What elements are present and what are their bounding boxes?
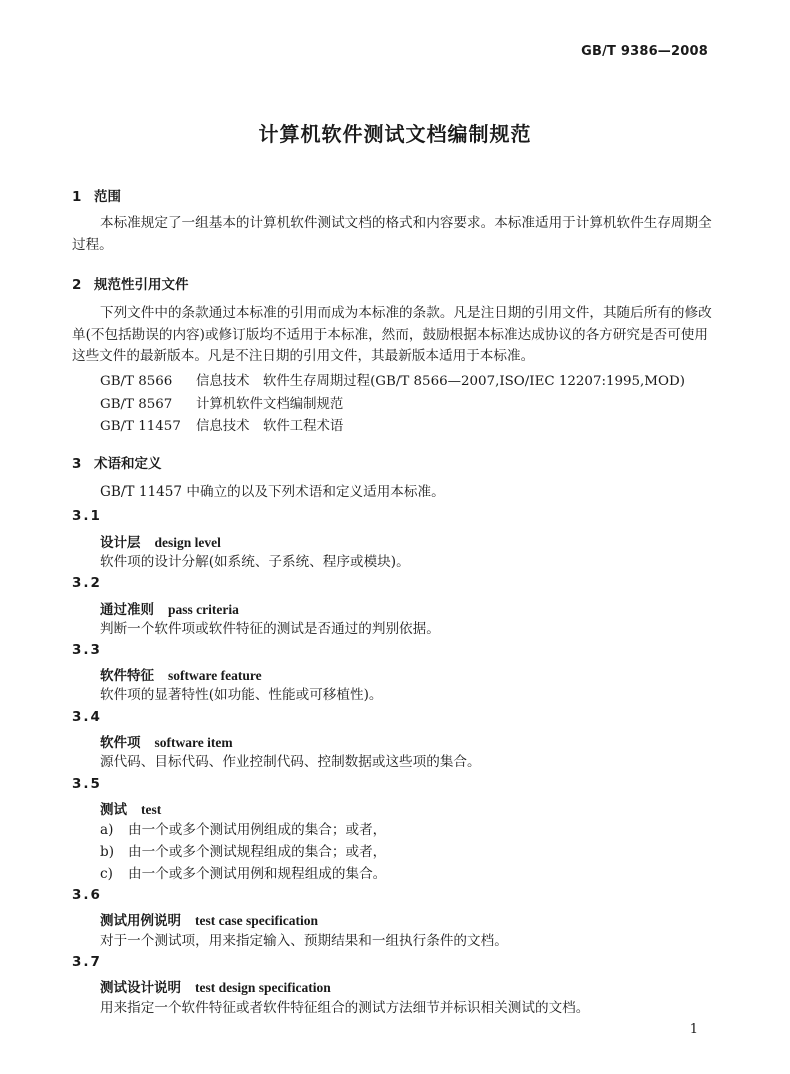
section-2-paragraph: 下列文件中的条款通过本标准的引用而成为本标准的条款。凡是注日期的引用文件，其随后所有的修改单(不包括勘误的内容)或修订版均不适用于本标准，然而，鼓励根据本标准达成协议的各方研究是否可使用这些文件的最新版本。凡是不注日期的引用文件，其最新版本适用于本标准。 — [72, 305, 712, 364]
term-en: pass criteria — [168, 602, 239, 617]
standard-number: GB/T 9386—2008 — [581, 44, 708, 59]
section-1-heading — [72, 185, 121, 205]
term-number: 3.2 — [72, 575, 102, 591]
term-heading — [100, 598, 239, 618]
term-heading — [100, 798, 161, 818]
term-heading — [100, 731, 233, 751]
document-title: 计算机软件测试文档编制规范 — [258, 122, 532, 146]
section-number: 3 — [72, 456, 82, 472]
term-en: test design specification — [195, 980, 331, 995]
term-definition: 判断一个软件项或软件特征的测试是否通过的判别依据。 — [100, 621, 440, 637]
term-en: test case specification — [195, 913, 318, 928]
list-item — [100, 842, 386, 863]
term-en: software feature — [168, 668, 262, 683]
list-text: 由一个或多个测试用例和规程组成的集合。 — [128, 866, 387, 882]
term-number: 3.1 — [72, 508, 102, 524]
section-number: 2 — [72, 277, 82, 293]
term-definition: 源代码、目标代码、作业控制代码、控制数据或这些项的集合。 — [100, 754, 481, 770]
term-number: 3.6 — [72, 887, 102, 903]
reference-code: GB/T 11457 — [100, 419, 181, 434]
reference-code: GB/T 8567 — [100, 397, 173, 412]
reference-title: 信息技术 软件工程术语 — [196, 419, 344, 434]
term-number: 3.4 — [72, 709, 102, 725]
section-number: 1 — [72, 189, 82, 205]
page-number: 1 — [689, 1022, 698, 1037]
term-definition: 用来指定一个软件特征或者软件特征组合的测试方法细节并标识相关测试的文档。 — [100, 1000, 590, 1016]
term-number: 3.5 — [72, 776, 102, 792]
reference-item — [100, 394, 343, 415]
list-text: 由一个或多个测试用例组成的集合；或者， — [128, 822, 387, 838]
term-zh: 通过准则 — [100, 602, 154, 618]
section-3-intro: GB/T 11457 中确立的以及下列术语和定义适用本标准。 — [100, 484, 445, 500]
term-number: 3.7 — [72, 954, 102, 970]
list-label: a) — [100, 822, 114, 838]
section-title: 范围 — [94, 189, 121, 205]
list-label: b) — [100, 844, 115, 860]
term-definition: 软件项的设计分解(如系统、子系统、程序或模块)。 — [100, 554, 410, 570]
section-title: 术语和定义 — [94, 456, 162, 472]
reference-item — [100, 371, 685, 392]
section-title: 规范性引用文件 — [94, 277, 189, 293]
term-zh: 测试用例说明 — [100, 913, 181, 929]
term-zh: 软件特征 — [100, 668, 154, 684]
term-en: design level — [154, 535, 221, 550]
reference-code: GB/T 8566 — [100, 374, 173, 389]
list-item — [100, 864, 386, 885]
section-3-heading — [72, 452, 162, 472]
reference-title: 信息技术 软件生存周期过程(GB/T 8566—2007,ISO/IEC 12207:1995,MOD) — [196, 374, 685, 389]
reference-item — [100, 416, 343, 437]
term-heading — [100, 531, 221, 551]
term-heading — [100, 976, 331, 996]
section-1-paragraph: 本标准规定了一组基本的计算机软件测试文档的格式和内容要求。本标准适用于计算机软件生存周期全过程。 — [72, 215, 712, 253]
list-item — [100, 820, 386, 841]
list-label: c) — [100, 866, 113, 882]
list-text: 由一个或多个测试规程组成的集合；或者， — [128, 844, 387, 860]
term-heading — [100, 664, 262, 684]
term-en: software item — [154, 735, 233, 750]
reference-title: 计算机软件文档编制规范 — [196, 397, 344, 412]
term-heading — [100, 909, 318, 929]
term-zh: 测试 — [100, 802, 127, 818]
section-2-heading — [72, 273, 189, 293]
term-definition: 对于一个测试项，用来指定输入、预期结果和一组执行条件的文档。 — [100, 933, 508, 949]
term-zh: 软件项 — [100, 735, 141, 751]
term-en: test — [141, 802, 162, 817]
term-zh: 测试设计说明 — [100, 980, 181, 996]
term-zh: 设计层 — [100, 535, 141, 551]
term-number: 3.3 — [72, 642, 102, 658]
term-definition: 软件项的显著特性(如功能、性能或可移植性)。 — [100, 687, 383, 703]
